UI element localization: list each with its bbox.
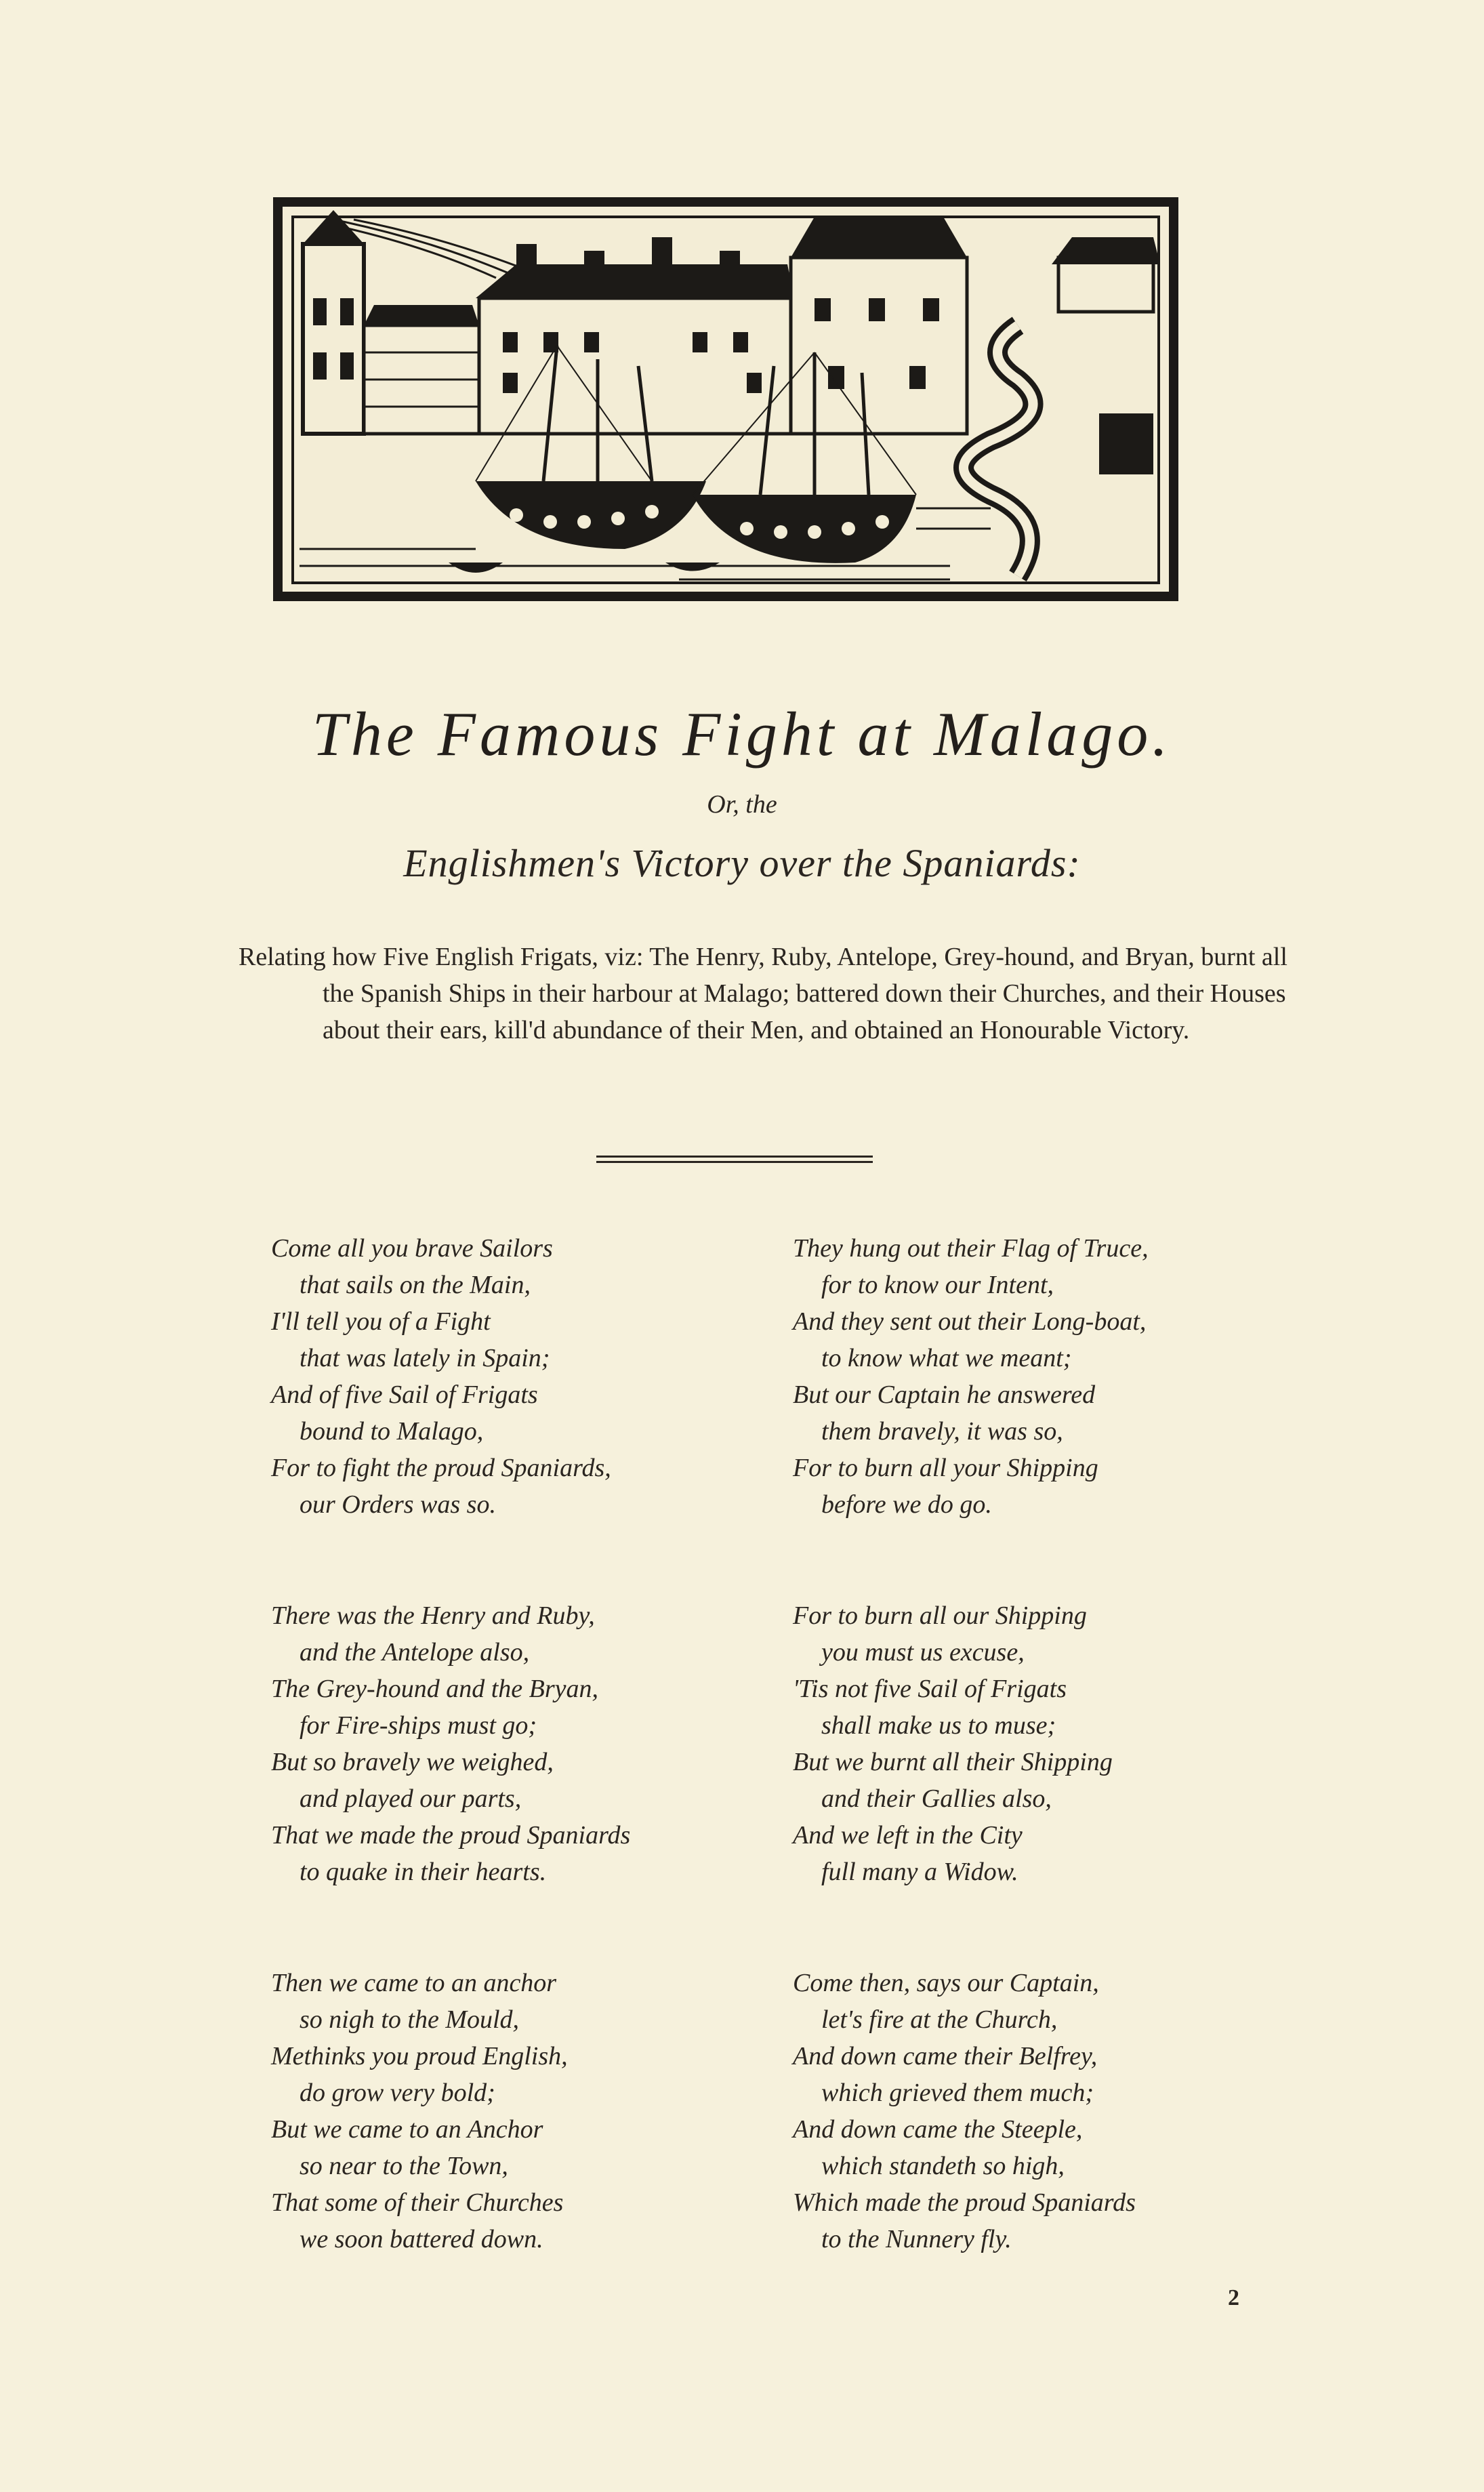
verse-line: Which made the proud Spaniards xyxy=(793,2188,1136,2217)
verse-line: let's fire at the Church, xyxy=(821,2005,1058,2034)
verse-line: and their Gallies also, xyxy=(821,1784,1052,1813)
verse-line: so nigh to the Mould, xyxy=(300,2005,520,2034)
verse-line: to the Nunnery fly. xyxy=(821,2225,1012,2253)
verse-line: Come all you brave Sailors xyxy=(271,1234,553,1263)
verse-line: full many a Widow. xyxy=(821,1858,1018,1886)
woodcut-harbour-icon xyxy=(272,197,1179,602)
verse-line: That some of their Churches xyxy=(271,2188,564,2217)
stanza xyxy=(793,1965,1281,2258)
subtitle: Englishmen's Victory over the Spaniards: xyxy=(403,841,1081,885)
verse-line: Come then, says our Captain, xyxy=(793,1969,1099,1997)
verse-column-right xyxy=(793,1230,1281,2332)
verse-column-left xyxy=(271,1230,759,2332)
verse-line: bound to Malago, xyxy=(300,1417,484,1446)
woodcut-illustration xyxy=(272,197,1179,602)
verse-line: which standeth so high, xyxy=(821,2152,1065,2180)
verse-line: But we burnt all their Shipping xyxy=(793,1748,1113,1776)
verse-line: There was the Henry and Ruby, xyxy=(271,1601,595,1630)
relating-text: Relating how Five English Frigats, viz: The Henry, Ruby, Antelope, Grey-hound, and Bryan, burnt all the Spanish Ships in their harbour at Malago; battered down their Churches, and their Houses about their ears, kill'd abundance of their Men, and obtained an Honourable Victory. xyxy=(239,943,1287,1044)
verse-line: to know what we meant; xyxy=(821,1344,1072,1372)
verse-line: and played our parts, xyxy=(300,1784,522,1813)
page-number: 2 xyxy=(1228,2285,1239,2310)
verse-line: for Fire-ships must go; xyxy=(300,1711,537,1740)
verse-line: to quake in their hearts. xyxy=(300,1858,547,1886)
verse-line: For to burn all our Shipping xyxy=(793,1601,1087,1630)
verse-line: which grieved them much; xyxy=(821,2079,1094,2107)
verse-line: I'll tell you of a Fight xyxy=(271,1307,491,1336)
verse-line: And down came their Belfrey, xyxy=(793,2042,1098,2070)
verse-line: But our Captain he answered xyxy=(793,1381,1096,1409)
verse-line: They hung out their Flag of Truce, xyxy=(793,1234,1149,1263)
verse-line: that sails on the Main, xyxy=(300,1271,531,1299)
verse-line: And we left in the City xyxy=(793,1821,1023,1850)
verse-line: But we came to an Anchor xyxy=(271,2115,543,2144)
verse-line: But so bravely we weighed, xyxy=(271,1748,554,1776)
verse-line: For to burn all your Shipping xyxy=(793,1454,1098,1482)
verse-line: And of five Sail of Frigats xyxy=(271,1381,538,1409)
verse-line: do grow very bold; xyxy=(300,2079,495,2107)
stanza xyxy=(271,1597,759,1890)
verse-line: our Orders was so. xyxy=(300,1490,496,1519)
verse-line: you must us excuse, xyxy=(821,1638,1025,1667)
verse-line: 'Tis not five Sail of Frigats xyxy=(793,1675,1067,1703)
or-line: Or, the xyxy=(707,790,777,819)
verse-line: The Grey-hound and the Bryan, xyxy=(271,1675,598,1703)
verse-line: for to know our Intent, xyxy=(821,1271,1054,1299)
stanza xyxy=(793,1230,1281,1523)
relating-paragraph xyxy=(239,939,1319,1048)
verse-line: and the Antelope also, xyxy=(300,1638,530,1667)
verse-line: we soon battered down. xyxy=(300,2225,543,2253)
page-title: The Famous Fight at Malago. xyxy=(312,699,1172,769)
verse-line: Then we came to an anchor xyxy=(271,1969,557,1997)
double-rule-divider xyxy=(596,1156,873,1164)
verse-line: And down came the Steeple, xyxy=(793,2115,1083,2144)
verse-line: That we made the proud Spaniards xyxy=(271,1821,631,1850)
verse-line: Methinks you proud English, xyxy=(271,2042,568,2070)
verse-line: that was lately in Spain; xyxy=(300,1344,550,1372)
stanza xyxy=(793,1597,1281,1890)
verse-line: shall make us to muse; xyxy=(821,1711,1056,1740)
stanza xyxy=(271,1965,759,2258)
verse-line: them bravely, it was so, xyxy=(821,1417,1063,1446)
verse-line: so near to the Town, xyxy=(300,2152,508,2180)
verse-line: And they sent out their Long-boat, xyxy=(793,1307,1147,1336)
verse-line: before we do go. xyxy=(821,1490,992,1519)
stanza xyxy=(271,1230,759,1523)
verse-line: For to fight the proud Spaniards, xyxy=(271,1454,611,1482)
